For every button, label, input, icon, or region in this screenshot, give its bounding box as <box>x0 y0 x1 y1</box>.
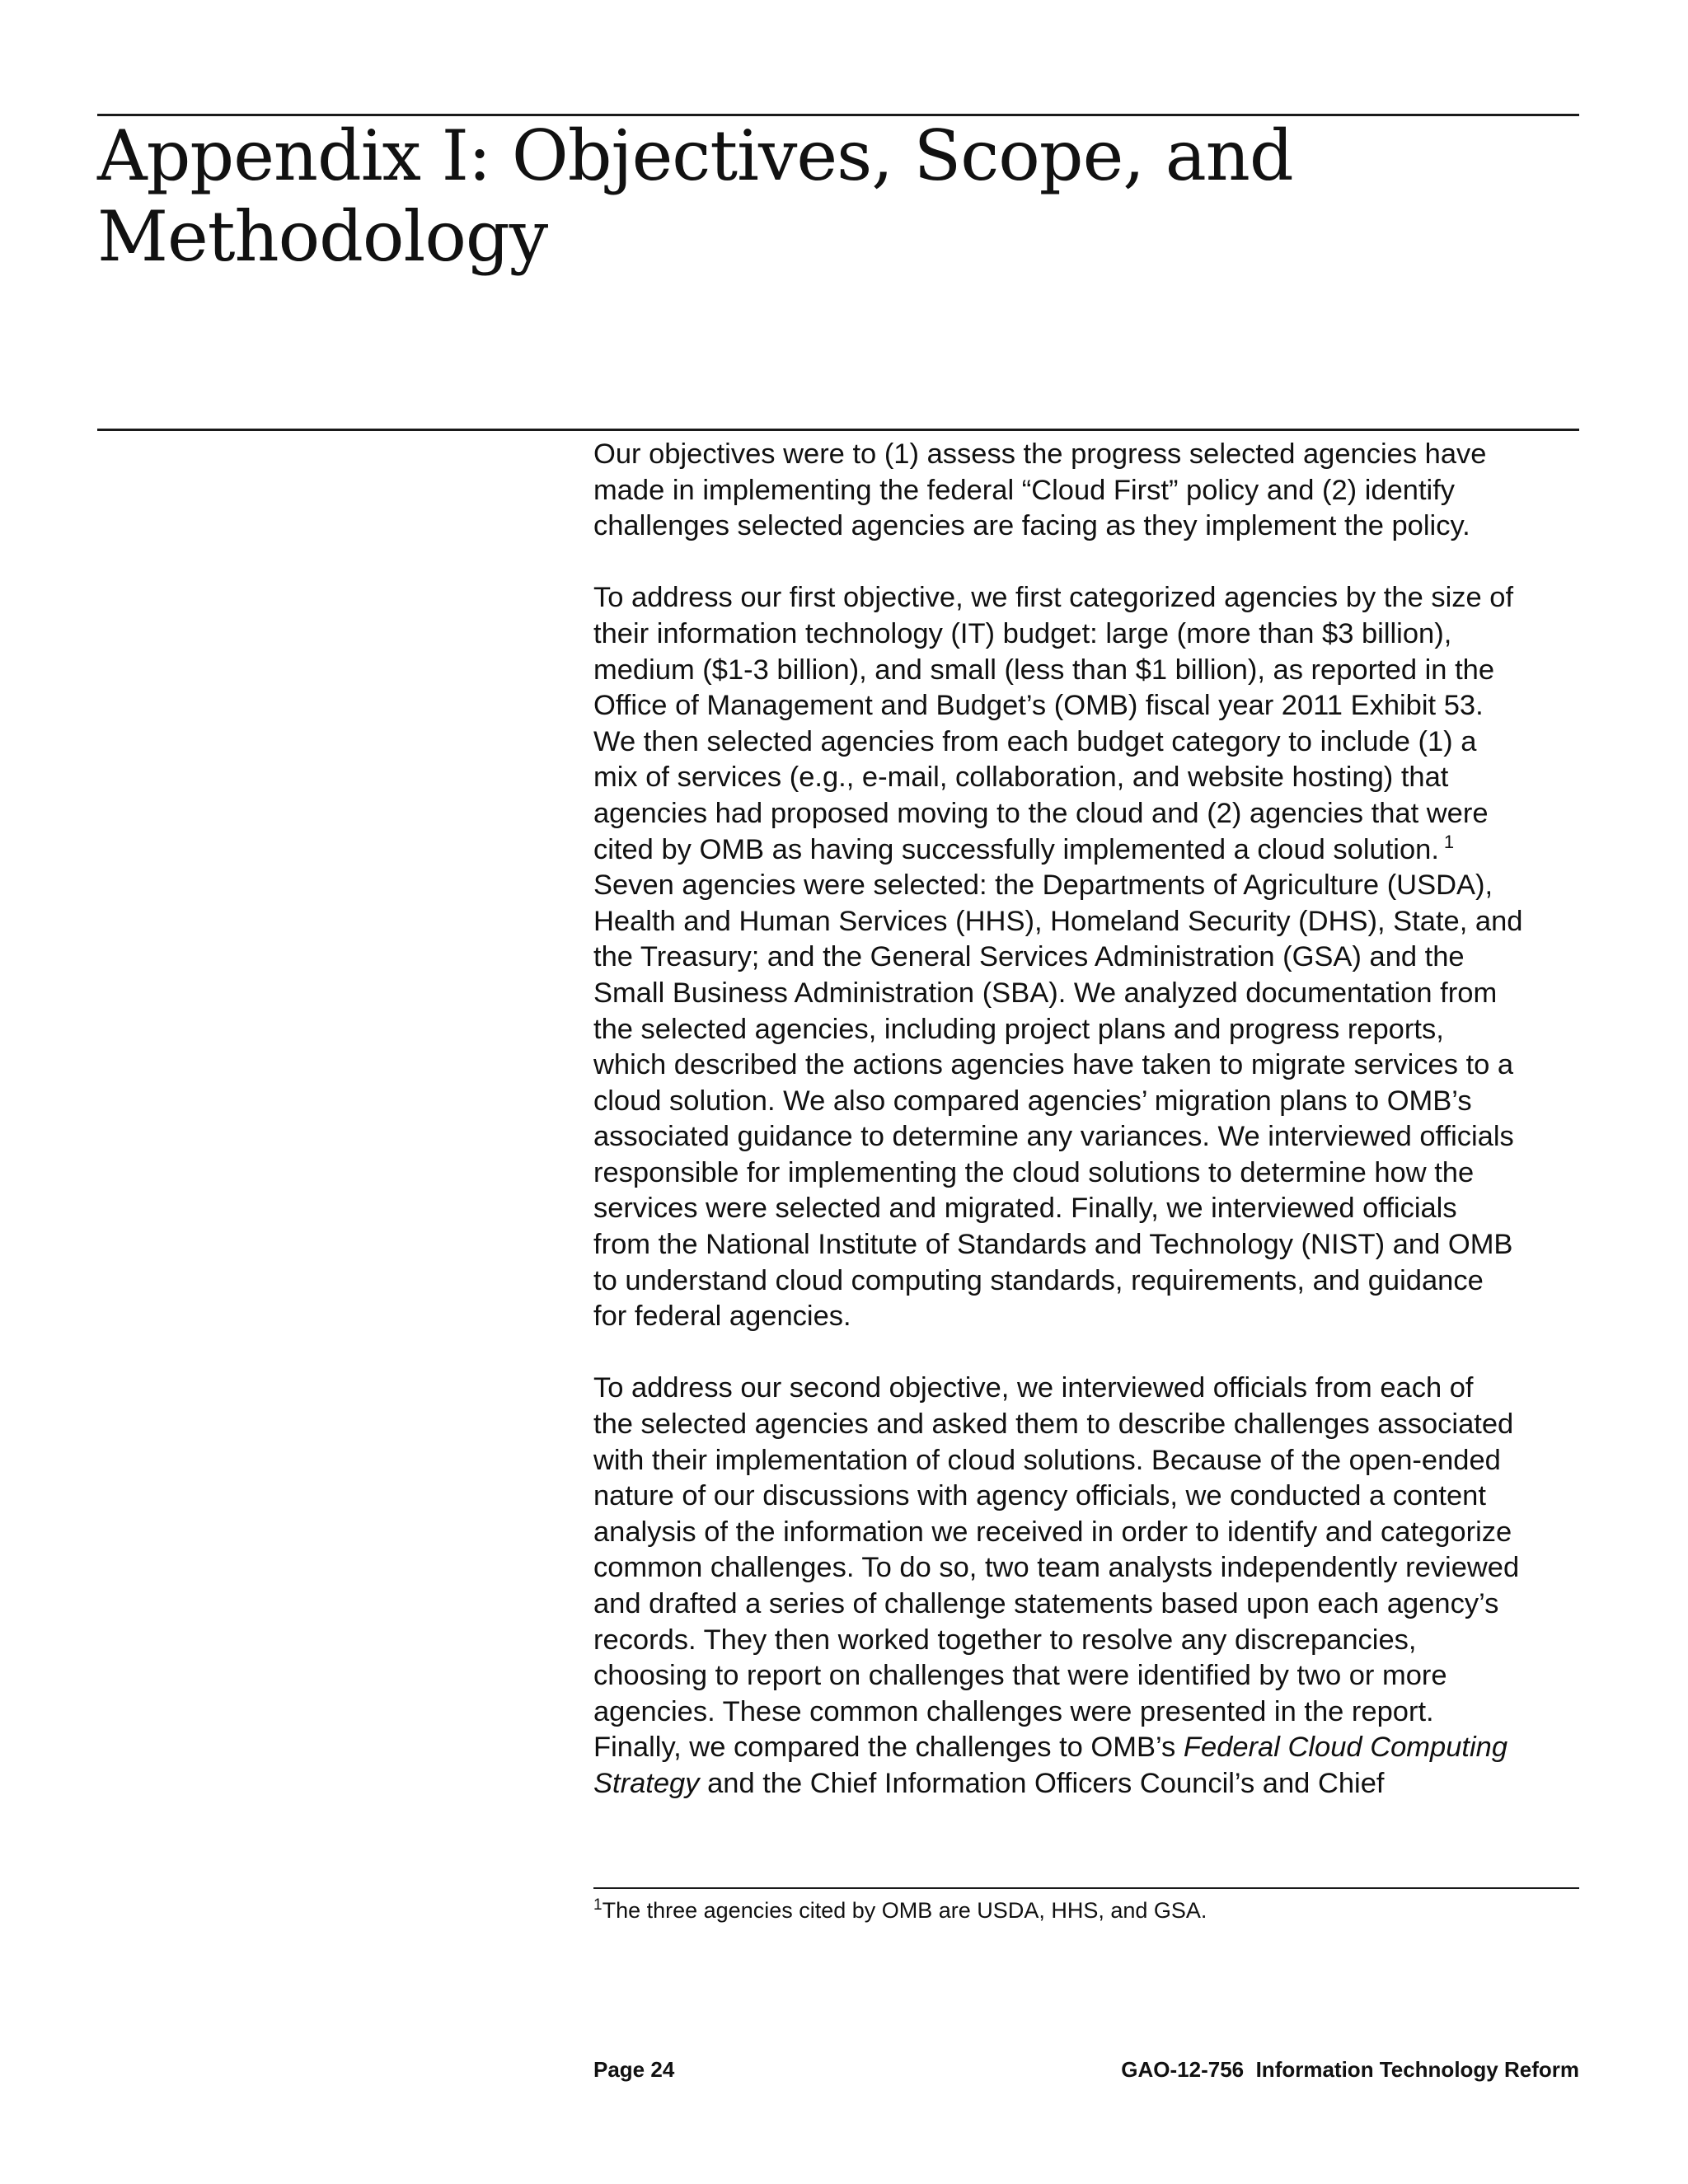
paragraph-first-objective-continued: Seven agencies were selected: the Departments of Agriculture (USDA), Health and Human Services (HHS), Homeland Security (DHS), State, and the Treasury; and the General Services Administration (GSA) and the Small Business Administration (SBA). We analyzed documentation from the selected agencies, including project plans and progress reports, which described the actions agencies have taken to migrate services to a cloud solution. We also compared agencies’ migration plans to OMB’s associated guidance to determine any variances. We interviewed officials responsible for implementing the cloud solutions to determine how the services were selected and migrated. Finally, we interviewed officials from the National Institute of Standards and Technology (NIST) and OMB to understand cloud computing standards, requirements, and guidance for federal agencies. <box>593 869 1523 1333</box>
page-title-line-1: Appendix I: Objectives, Scope, and <box>97 115 1293 196</box>
footnote-text: The three agencies cited by OMB are USDA, HHS, and GSA. <box>602 1898 1207 1923</box>
paragraph-objectives: Our objectives were to (1) assess the progress selected agencies have made in implementing the federal “Cloud First” policy and (2) identify challenges selected agencies are facing as they implement the policy. <box>593 438 1487 542</box>
page-title <box>97 115 1416 277</box>
paragraph-second-objective-text: To address our second objective, we interviewed officials from each of the selected agencies and asked them to describe challenges associated with their implementation of cloud solutions. Because of the open-ended nature of our discussions with agency officials, we conducted a content analysis of the information we received in order to identify and categorize common challenges. To do so, two team analysts independently reviewed and drafted a series of challenge statements based upon each agency’s records. They then worked together to resolve any discrepancies, choosing to report on challenges that were identified by two or more agencies. These common challenges were presented in the report. Finally, we compared the challenges to OMB’s <box>593 1372 1520 1764</box>
paragraph-first-objective <box>593 580 1582 1334</box>
paragraph-first-objective-text: To address our first objective, we first categorized agencies by the size of their information technology (IT) budget: large (more than $3 billion), medium ($1-3 billion), and small (less than $1 billion), as reported in the Office of Management and Budget’s (OMB) fiscal year 2011 Exhibit 53. We then selected agencies from each budget category to include (1) a mix of services (e.g., e-mail, collaboration, and website hosting) that agencies had proposed moving to the cloud and (2) agencies that were cited by OMB as having successfully implemented a cloud solution. <box>593 582 1514 865</box>
strategy-title-italic: Federal Cloud Computing Strategy <box>593 1732 1508 1799</box>
footnote <box>593 1896 1579 1925</box>
footnote-rule <box>593 1887 1579 1889</box>
report-identifier: GAO-12-756 Information Technology Reform <box>1121 2057 1579 2082</box>
paragraph-second-objective <box>593 1371 1582 1802</box>
footnote-number: 1 <box>593 1896 603 1914</box>
page-title-line-2: Methodology <box>97 196 548 277</box>
section-rule <box>97 429 1579 431</box>
body-text <box>593 437 1582 1802</box>
page-number: Page 24 <box>593 2057 675 2082</box>
footnote-reference: 1 <box>1443 832 1455 853</box>
paragraph-second-objective-end: and the Chief Information Officers Council’s and Chief <box>699 1767 1385 1799</box>
